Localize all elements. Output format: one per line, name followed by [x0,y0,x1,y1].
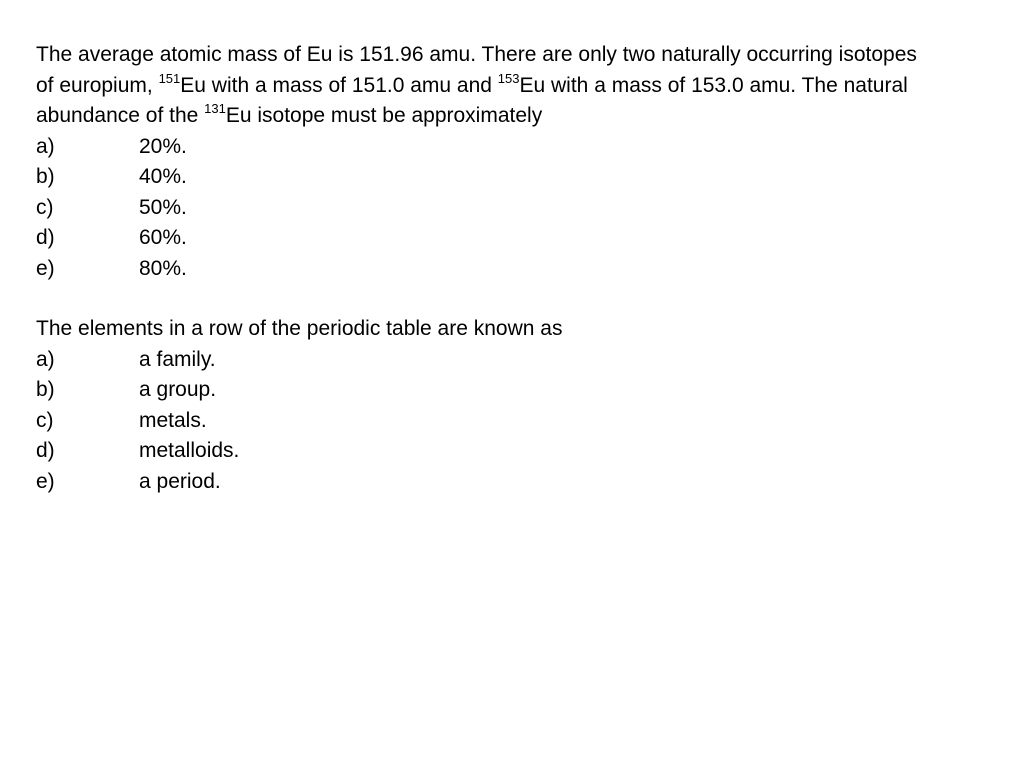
isotope-mass-number-151: 151 [158,70,181,86]
question-2 [36,314,936,497]
option-letter: d) [36,226,55,249]
option-letter: a) [36,347,55,371]
question-2-options [36,345,936,498]
option-text: 50%. [139,195,187,219]
option-text: a period. [139,469,221,493]
question-1-option-c [36,193,936,224]
option-text: metals. [139,408,207,432]
option-letter: b) [36,165,55,188]
slide-content [36,40,936,497]
question-2-stem: The elements in a row of the periodic table are known as [36,317,563,340]
option-letter: c) [36,408,54,432]
option-text: 80%. [139,256,187,280]
isotope-mass-number-131: 131 [204,101,226,116]
question-2-option-c [36,406,936,437]
option-letter: c) [36,195,54,219]
question-2-option-a [36,345,936,376]
option-text: 40%. [139,165,187,188]
question-1-option-d [36,223,936,254]
question-1-stem-text-4: Eu isotope must be approximately [225,104,543,127]
option-text: a family. [139,347,216,371]
option-letter: e) [36,256,55,280]
question-2-option-b [36,375,936,406]
option-letter: a) [36,134,55,158]
question-1-option-b [36,162,936,193]
question-1-option-a [36,132,936,163]
option-text: 20%. [139,134,187,158]
option-letter: e) [36,469,55,493]
question-2-option-d [36,436,936,467]
question-1 [36,40,936,284]
option-letter: d) [36,439,55,462]
question-1-stem-text-3: Eu with a mass of 153.0 amu. The natural abundance of the [36,73,908,127]
isotope-mass-number-153: 153 [497,70,520,86]
question-1-option-e [36,254,936,285]
question-2-option-e [36,467,936,498]
option-letter: b) [36,378,55,401]
question-1-options [36,132,936,285]
option-text: a group. [139,378,217,401]
option-text: metalloids. [139,439,240,462]
question-1-stem-text-1: The average atomic mass of Eu is 151.96 amu. There are only two naturally occurring isotopes of europium, [36,43,917,97]
question-1-stem [36,40,936,132]
option-text: 60%. [139,226,187,249]
question-1-stem-text-2: Eu with a mass of 151.0 amu and [180,73,498,97]
